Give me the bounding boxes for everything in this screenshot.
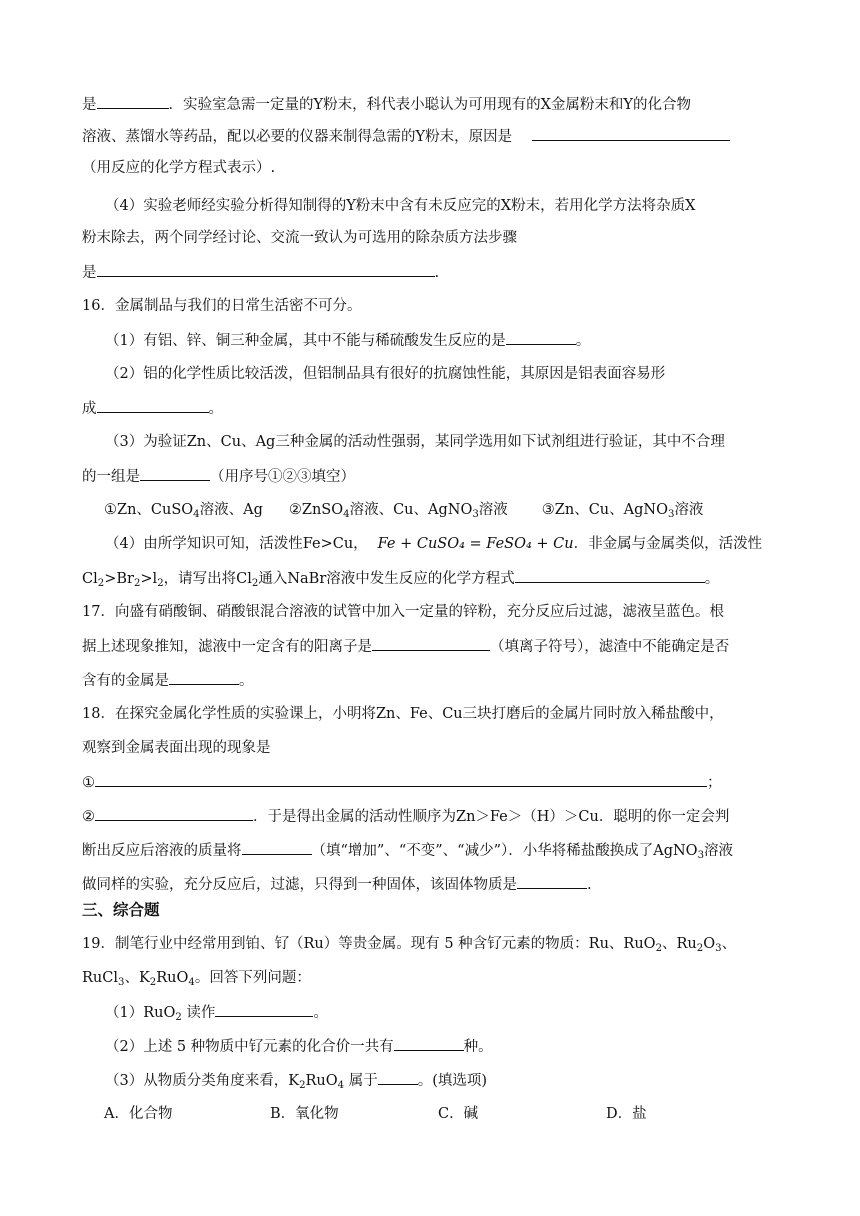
text: 做同样的实验，充分反应后，过滤，只得到一种固体，该固体物质是 bbox=[82, 877, 517, 893]
q18-line-3 bbox=[82, 772, 722, 793]
answer-blank[interactable] bbox=[97, 262, 435, 277]
text: 断出反应后溶液的质量将 bbox=[82, 843, 242, 859]
text: （填离子符号），滤渣中不能确定是否 bbox=[490, 639, 730, 655]
answer-blank[interactable] bbox=[372, 636, 490, 651]
text: ① bbox=[82, 775, 95, 791]
text: 溶液、蒸馏水等药品，配以必要的仪器来制得急需的Y粉末，原因是 bbox=[82, 129, 513, 145]
q17-line-2 bbox=[82, 636, 729, 657]
option-3: ③Zn、Cu、AgNO3溶液 bbox=[541, 502, 704, 520]
text: ② bbox=[82, 809, 95, 825]
answer-blank[interactable] bbox=[95, 772, 707, 787]
text: 成 bbox=[82, 401, 97, 417]
q16-part1 bbox=[105, 330, 590, 351]
text: 是 bbox=[82, 265, 97, 281]
q15-part4-line-2: 粉末除去，两个同学经讨论、交流一致认为可选用的除杂质方法步骤 bbox=[82, 230, 517, 246]
answer-blank[interactable] bbox=[169, 670, 239, 685]
option-b[interactable]: B．氧化物 bbox=[270, 1106, 339, 1122]
section-heading: 三、综合题 bbox=[82, 901, 160, 919]
option-2: ②ZnSO4溶液、Cu、AgNO3溶液 bbox=[288, 502, 508, 520]
q19-part2: （2）上述 5 种物质中钌元素的化合价一共有 种。 bbox=[105, 1036, 493, 1057]
q19-part1: （1）RuO$_2$ 读作 。 bbox=[105, 1002, 328, 1028]
equation: Fe + CuSO₄ = FeSO₄ + Cu bbox=[377, 536, 574, 552]
answer-blank[interactable] bbox=[95, 806, 253, 821]
q17-line-3 bbox=[82, 670, 254, 691]
q16-options bbox=[104, 500, 703, 525]
q15-part4-line-1: （4）实验老师经实验分析得知制得的Y粉末中含有未反应完的X粉末，若用化学方法将杂质X bbox=[105, 198, 696, 214]
q16-part2-line-1: （2）铝的化学性质比较活泼，但铝制品具有很好的抗腐蚀性能，其原因是铝表面容易形 bbox=[105, 366, 666, 382]
q16-part3-line-1: （3）为验证Zn、Cu、Ag三种金属的活动性强弱，某同学选用如下试剂组进行验证，其中不合理 bbox=[105, 434, 725, 450]
answer-blank[interactable] bbox=[97, 398, 209, 413]
q18-line-1: 18．在探究金属化学性质的实验课上，小明将Zn、Fe、Cu三块打磨后的金属片同时放入稀盐酸中， bbox=[82, 706, 724, 722]
text: 。 bbox=[239, 673, 254, 689]
text: 。 bbox=[208, 401, 223, 417]
q18-line-4 bbox=[82, 806, 729, 827]
answer-blank[interactable] bbox=[140, 466, 210, 481]
q16-part4-line-1 bbox=[105, 534, 762, 554]
option-a[interactable]: A．化合物 bbox=[104, 1106, 173, 1122]
answer-blank[interactable] bbox=[517, 874, 587, 889]
q19-line-1: 19．制笔行业中经常用到铂、钌（Ru）等贵金属。现有 5 种含钌元素的物质：Ru、RuO$_2$、$Ru_2O_3$、 bbox=[82, 936, 737, 954]
text: （填“增加”、“不变”、“减少”）．小华将稀盐酸换成了AgNO bbox=[311, 843, 698, 859]
q16-part2-line-2 bbox=[82, 398, 223, 419]
answer-blank[interactable] bbox=[97, 94, 169, 109]
q15-line-1 bbox=[82, 94, 691, 115]
text: （1）有铝、锌、铜三种金属，其中不能与稀硫酸发生反应的是 bbox=[105, 333, 506, 349]
answer-blank[interactable] bbox=[394, 1036, 464, 1051]
text: ．于是得出金属的活动性顺序为Zn＞Fe＞（H）＞Cu．聪明的你一定会判 bbox=[253, 809, 730, 825]
q18-line-6 bbox=[82, 874, 592, 895]
text: ．非金属与金属类似，活泼性 bbox=[573, 536, 763, 552]
text: 的一组是 bbox=[82, 469, 140, 485]
q17-line-1: 17．向盛有硝酸铜、硝酸银混合溶液的试管中加入一定量的锌粉，充分反应后过滤，滤液呈蓝色。根 bbox=[82, 604, 724, 620]
text: ．实验室急需一定量的Y粉末，科代表小聪认为可用现有的X金属粉末和Y的化合物 bbox=[168, 97, 691, 113]
q15-line-2 bbox=[82, 126, 730, 147]
text: . bbox=[587, 877, 592, 893]
q16-part4-line-2: $Cl_2>Br_2>l_2$，请写出将$Cl_2$通入NaBr溶液中发生反应的化学方程式 。 bbox=[82, 568, 719, 594]
text: ； bbox=[707, 775, 722, 791]
option-1: ①Zn、CuSO4溶液、Ag bbox=[104, 502, 263, 520]
text: （4）由所学知识可知，活泼性Fe>Cu， bbox=[105, 536, 368, 552]
q16-stem: 16．金属制品与我们的日常生活密不可分。 bbox=[82, 298, 362, 314]
q15-line-3: （用反应的化学方程式表示）. bbox=[82, 160, 276, 176]
answer-blank[interactable] bbox=[242, 840, 312, 855]
q18-line-2: 观察到金属表面出现的现象是 bbox=[82, 740, 271, 756]
q15-part4-line-3 bbox=[82, 262, 439, 283]
q19-line-2: RuCl$_3$、$K_2RuO_4$。回答下列问题： bbox=[82, 970, 311, 988]
text: 是 bbox=[82, 97, 97, 113]
q19-part3: （3）从物质分类角度来看，$K_2RuO_4$ 属于 。(填选项) bbox=[105, 1070, 487, 1096]
answer-blank[interactable] bbox=[506, 330, 576, 345]
answer-blank[interactable] bbox=[215, 1002, 313, 1017]
text: （用序号①②③填空） bbox=[210, 469, 355, 485]
text: 据上述现象推知，滤液中一定含有的阳离子是 bbox=[82, 639, 372, 655]
text: 。 bbox=[575, 333, 591, 349]
q16-part3-line-2 bbox=[82, 466, 355, 487]
option-d[interactable]: D．盐 bbox=[606, 1106, 647, 1122]
answer-blank[interactable] bbox=[515, 568, 705, 583]
option-c[interactable]: C．碱 bbox=[438, 1106, 479, 1122]
q18-line-5: 断出反应后溶液的质量将 （填“增加”、“不变”、“减少”）．小华将稀盐酸换成了AgNO$_3$溶液 bbox=[82, 840, 733, 866]
text: . bbox=[434, 265, 440, 281]
text: 含有的金属是 bbox=[82, 673, 169, 689]
answer-blank[interactable] bbox=[378, 1070, 418, 1085]
answer-blank[interactable] bbox=[532, 126, 730, 141]
